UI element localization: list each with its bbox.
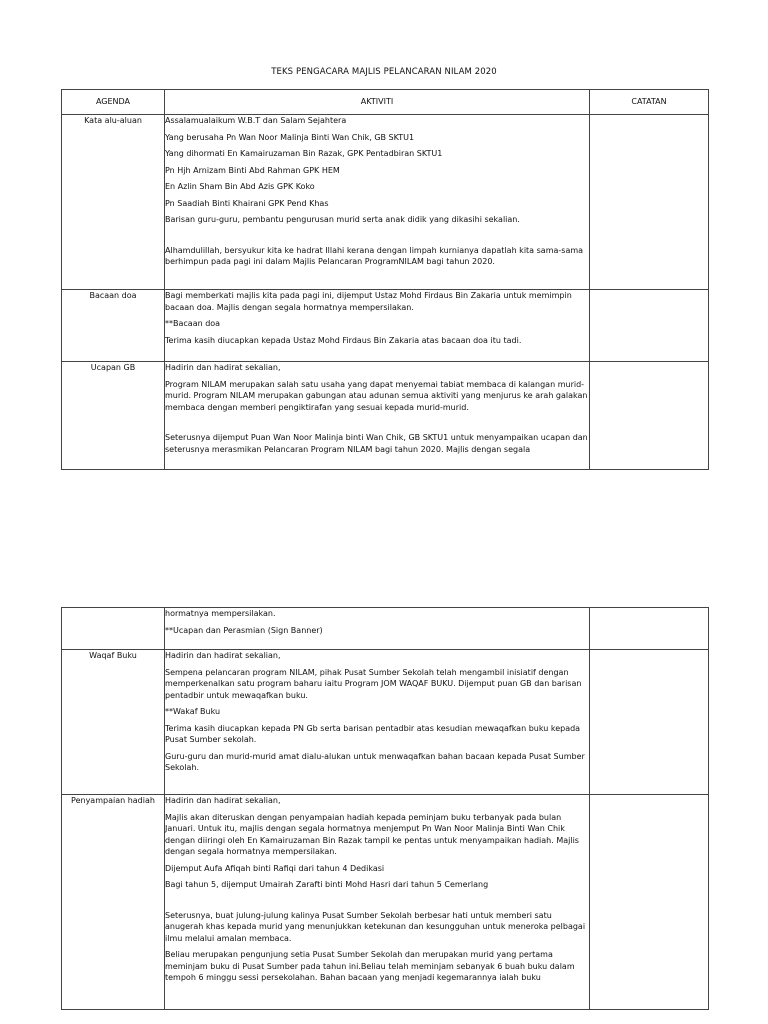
catatan-header: CATATAN bbox=[590, 90, 709, 115]
table-row bbox=[62, 290, 709, 362]
list-item: Barisan guru-guru, pembantu pengurusan murid serta anak didik yang dikasihi sekalian. bbox=[165, 215, 520, 224]
catatan-cell bbox=[590, 362, 709, 470]
list-item: Bagi tahun 5, dijemput Umairah Zarafti binti Mohd Hasri dari tahun 5 Cemerlang bbox=[165, 880, 489, 889]
catatan-cell bbox=[590, 650, 709, 795]
agenda-table-page-2 bbox=[61, 607, 709, 1010]
aktiviti-cell bbox=[165, 290, 590, 362]
list-item: En Azlin Sham Bin Abd Azis GPK Koko bbox=[165, 182, 315, 191]
list-item: Program NILAM merupakan salah satu usaha yang dapat menyemai tabiat membaca di kalangan murid-murid. Program NILAM merupakan gabungan atau adunan semua aktiviti yang menjurus ke arah galakan membaca dengan memberi pengiktirafan yang sesuai kepada murid-murid. bbox=[165, 379, 588, 412]
agenda-cell: Waqaf Buku bbox=[62, 650, 165, 795]
catatan-cell bbox=[590, 795, 709, 1010]
list-item: Dijemput Aufa Afiqah binti Rafiqi dari tahun 4 Dedikasi bbox=[165, 863, 385, 873]
agenda-cell: Penyampaian hadiah bbox=[62, 795, 165, 1010]
agenda-table-page-1 bbox=[61, 89, 709, 470]
list-item: Guru-guru dan murid-murid amat dialu-alukan untuk menwaqafkan bahan bacaan kepada Pusat Sumber Sekolah. bbox=[165, 751, 585, 772]
aktiviti-cell bbox=[165, 115, 590, 290]
aktiviti-cell bbox=[165, 650, 590, 795]
list-item: Beliau merupakan pengunjung setia Pusat Sumber Sekolah dan merupakan murid yang pertama meminjam buku di Pusat Sumber pada tahun ini.Beliau telah meminjam sebanyak 6 buah buku dalam tempoh 6 minggu sessi persekolahan. Bahan bacaan yang menjadi kegemarannya ialah buku bbox=[165, 950, 575, 982]
agenda-cell: Kata alu-aluan bbox=[62, 115, 165, 290]
table-row bbox=[62, 115, 709, 290]
aktiviti-cell bbox=[165, 608, 590, 650]
aktiviti-header: AKTIVITI bbox=[165, 90, 590, 115]
list-item: Pn Saadiah Binti Khairani GPK Pend Khas bbox=[165, 198, 329, 208]
list-item: Terima kasih diucapkan kepada PN Gb serta barisan pentadbir atas kesudian mewaqafkan buku kepada Pusat Sumber sekolah. bbox=[165, 723, 581, 744]
table-row bbox=[62, 608, 709, 650]
list-item: Seterusnya, buat julung-julung kalinya Pusat Sumber Sekolah berbesar hati untuk memberi satu anugerah khas kepada murid yang menunjukkan ketekunan dan kesungguhan untuk meneroka pelbagai ilmu melalui amalan membaca. bbox=[165, 910, 586, 943]
list-item: Pn Hjh Arnizam Binti Abd Rahman GPK HEM bbox=[165, 165, 340, 175]
list-item: **Wakaf Buku bbox=[165, 707, 221, 716]
aktiviti-cell bbox=[165, 362, 590, 470]
list-item: Seterusnya dijemput Puan Wan Noor Malinja binti Wan Chik, GB SKTU1 untuk menyampaikan ucapan dan seterusnya merasmikan Pelancaran Program NILAM bagi tahun 2020. Majlis dengan segala bbox=[165, 433, 588, 454]
list-item: hormatnya mempersilakan. bbox=[165, 609, 276, 618]
list-item: Yang dihormati En Kamairuzaman Bin Razak, GPK Pentadbiran SKTU1 bbox=[165, 149, 443, 158]
list-item: Hadirin dan hadirat sekalian, bbox=[165, 796, 281, 805]
agenda-cell bbox=[62, 608, 165, 650]
list-item: Sempena pelancaran program NILAM, pihak Pusat Sumber Sekolah telah mengambil inisiatif dengan memperkenalkan satu program baharu iaitu Program JOM WAQAF BUKU. Dijemput puan GB dan barisan pentadbir untuk mewaqafkan buku. bbox=[165, 667, 582, 700]
table-row bbox=[62, 795, 709, 1010]
list-item: **Bacaan doa bbox=[165, 319, 221, 328]
table-header-row bbox=[62, 90, 709, 115]
list-item: Yang berusaha Pn Wan Noor Malinja Binti Wan Chik, GB SKTU1 bbox=[165, 132, 415, 142]
catatan-cell bbox=[590, 290, 709, 362]
table-row bbox=[62, 362, 709, 470]
list-item: Majlis akan diteruskan dengan penyampaian hadiah kepada peminjam buku terbanyak pada bulan Januari. Untuk itu, majlis dengan segala hormatnya menjemput Pn Wan Noor Malinja Binti Wan Chik dengan diiringi oleh En Kamairuzaman Bin Razak tampil ke pentas untuk menyampaikan hadiah. Majlis dengan segala hormatnya mempersilakan. bbox=[165, 812, 579, 856]
list-item: Alhamdulillah, bersyukur kita ke hadrat Illahi kerana dengan limpah kurnianya dapatlah kita sama-sama berhimpun pada pagi ini dalam Majlis Pelancaran ProgramNILAM bagi tahun 2020. bbox=[165, 245, 584, 266]
list-item: Assalamualaikum W.B.T dan Salam Sejahtera bbox=[165, 116, 347, 125]
list-item: Bagi memberkati majlis kita pada pagi ini, dijemput Ustaz Mohd Firdaus Bin Zakaria untuk memimpin bacaan doa. Majlis dengan segala hormatnya mempersilakan. bbox=[165, 291, 572, 312]
catatan-cell bbox=[590, 608, 709, 650]
list-item: **Ucapan dan Perasmian (Sign Banner) bbox=[165, 625, 323, 635]
document-title: TEKS PENGACARA MAJLIS PELANCARAN NILAM 2020 bbox=[271, 67, 497, 77]
list-item: Terima kasih diucapkan kepada Ustaz Mohd Firdaus Bin Zakaria atas bacaan doa itu tadi. bbox=[165, 335, 522, 345]
agenda-header: AGENDA bbox=[62, 90, 165, 115]
list-item: Hadirin dan hadirat sekalian, bbox=[165, 651, 281, 660]
agenda-cell: Bacaan doa bbox=[62, 290, 165, 362]
catatan-cell bbox=[590, 115, 709, 290]
agenda-cell: Ucapan GB bbox=[62, 362, 165, 470]
table-row bbox=[62, 650, 709, 795]
list-item: Hadirin dan hadirat sekalian, bbox=[165, 363, 281, 372]
aktiviti-cell bbox=[165, 795, 590, 1010]
